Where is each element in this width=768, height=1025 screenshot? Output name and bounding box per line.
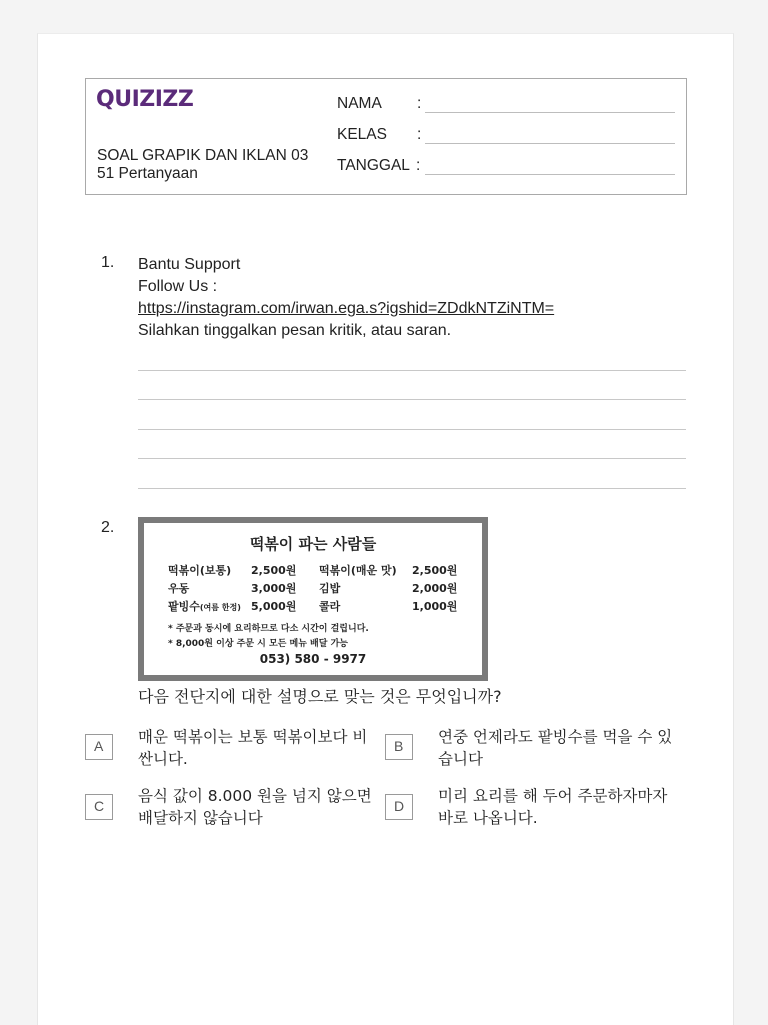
- option-c-box[interactable]: C: [85, 794, 113, 820]
- date-field: [337, 157, 421, 175]
- menu-price: 2,000원: [412, 582, 458, 595]
- quizizz-logo: QUIZIZZ: [96, 87, 194, 112]
- option-d-box[interactable]: D: [385, 794, 413, 820]
- quiz-title: SOAL GRAPIK DAN IKLAN 03: [97, 147, 309, 164]
- menu-price: 5,000원: [251, 600, 297, 613]
- menu-item: 떡볶이(매운 맛): [319, 564, 397, 577]
- name-field: [337, 95, 422, 113]
- answer-line[interactable]: [138, 399, 686, 400]
- answer-line[interactable]: [138, 488, 686, 489]
- worksheet-header: [85, 78, 687, 195]
- class-label: KELAS: [337, 126, 387, 143]
- date-label: TANGGAL: [337, 157, 410, 174]
- menu-item-name: 팥빙수: [168, 600, 200, 613]
- class-field: [337, 126, 422, 144]
- date-blank-line[interactable]: [425, 174, 675, 175]
- flyer-note: * 주문과 동시에 요리하므로 다소 시간이 걸립니다.: [168, 624, 369, 634]
- question-2-prompt: 다음 전단지에 대한 설명으로 맞는 것은 무엇입니까?: [138, 687, 502, 706]
- name-blank-line[interactable]: [425, 112, 675, 113]
- flyer-note: * 8,000원 이상 주문 시 모든 메뉴 배달 가능: [168, 639, 348, 649]
- option-a-box[interactable]: A: [85, 734, 113, 760]
- menu-item: 콜라: [319, 600, 341, 613]
- answer-line[interactable]: [138, 370, 686, 371]
- menu-price: 2,500원: [251, 564, 297, 577]
- answer-line[interactable]: [138, 458, 686, 459]
- menu-item: 우동: [168, 582, 190, 595]
- menu-price: 3,000원: [251, 582, 297, 595]
- question-1-text: [138, 254, 554, 342]
- option-b-text[interactable]: 연중 언제라도 팥빙수를 먹을 수 있습니다: [438, 728, 673, 768]
- date-colon: :: [416, 157, 421, 174]
- question-count: 51 Pertanyaan: [97, 165, 198, 182]
- name-label: NAMA: [337, 95, 382, 112]
- q1-line-1: Bantu Support: [138, 256, 241, 273]
- option-d-text[interactable]: 미리 요리를 해 두어 주문하자마자 바로 나옵니다.: [438, 787, 668, 827]
- question-2-number: 2.: [101, 519, 115, 536]
- option-b-box[interactable]: B: [385, 734, 413, 760]
- flyer-title: 떡볶이 파는 사람들: [249, 535, 377, 553]
- option-a-text[interactable]: 매운 떡볶이는 보통 떡볶이보다 비싼니다.: [138, 728, 368, 768]
- option-c-text[interactable]: 음식 값이 8.000 원을 넘지 않으면 배달하지 않습니다: [138, 787, 372, 827]
- q1-line-2: Follow Us :: [138, 278, 218, 295]
- menu-item: 떡볶이(보통): [168, 564, 232, 577]
- worksheet-page: [37, 33, 734, 1025]
- class-colon: :: [417, 126, 422, 143]
- menu-item-note: (여름 한정): [199, 603, 241, 612]
- menu-item: [168, 598, 241, 614]
- q1-line-4: Silahkan tinggalkan pesan kritik, atau saran.: [138, 322, 452, 339]
- name-colon: :: [417, 95, 422, 112]
- menu-price: 1,000원: [412, 600, 458, 613]
- menu-price: 2,500원: [412, 564, 458, 577]
- restaurant-flyer-image: [138, 517, 488, 681]
- answer-line[interactable]: [138, 429, 686, 430]
- question-1-number: 1.: [101, 254, 115, 271]
- instagram-link[interactable]: https://instagram.com/irwan.ega.s?igshid=ZDdkNTZiNTM=: [138, 300, 555, 317]
- menu-item: 김밥: [319, 582, 341, 595]
- class-blank-line[interactable]: [425, 143, 675, 144]
- flyer-phone: 053) 580 - 9977: [259, 652, 367, 666]
